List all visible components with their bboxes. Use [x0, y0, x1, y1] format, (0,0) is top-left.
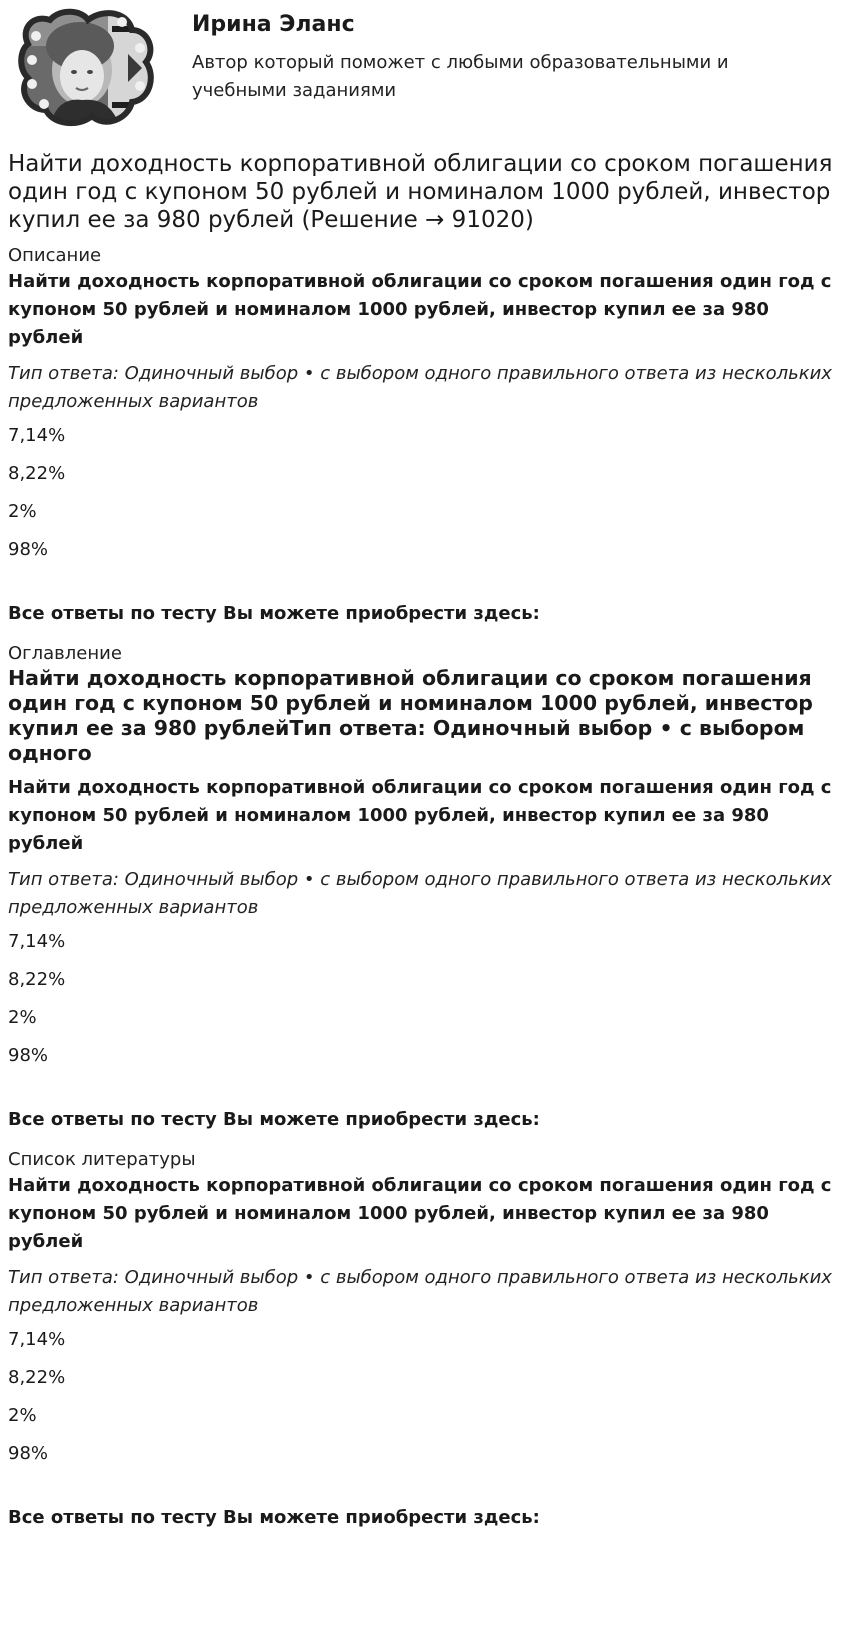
answer-option: 7,14% — [8, 1329, 66, 1350]
section-label-literature: Список литературы — [8, 1149, 196, 1170]
toc-section — [8, 642, 839, 1132]
answer-option: 2% — [8, 1007, 37, 1028]
toc-heading: Найти доходность корпоративной облигации со сроком погашения один год с купоном 50 рублей и номиналом 1000 рублей, инвестор купил ее за 980 рублейТип ответа: Одиночный выбор • с выбором одного — [8, 666, 813, 765]
question-text: Найти доходность корпоративной облигации со сроком погашения один год с купоном 50 рублей и номиналом 1000 рублей, инвестор купил ее за 980 рублей — [8, 777, 832, 854]
author-description: Автор который поможет с любыми образовательными и учебными заданиями — [192, 52, 729, 101]
purchase-cta: Все ответы по тесту Вы можете приобрести здесь: — [8, 603, 540, 624]
description-section — [8, 244, 839, 626]
purchase-cta: Все ответы по тесту Вы можете приобрести здесь: — [8, 1109, 540, 1130]
answer-option: 7,14% — [8, 425, 66, 446]
answer-type: Тип ответа: Одиночный выбор • с выбором одного правильного ответа из нескольких предложенных вариантов — [8, 363, 832, 412]
answer-option: 2% — [8, 501, 37, 522]
answer-option: 98% — [8, 1045, 49, 1066]
author-avatar[interactable] — [16, 6, 158, 128]
answer-type: Тип ответа: Одиночный выбор • с выбором одного правильного ответа из нескольких предложенных вариантов — [8, 1267, 832, 1316]
section-label-description: Описание — [8, 245, 102, 266]
answer-type: Тип ответа: Одиночный выбор • с выбором одного правильного ответа из нескольких предложенных вариантов — [8, 869, 832, 918]
answer-option: 8,22% — [8, 463, 66, 484]
answer-option: 8,22% — [8, 1367, 66, 1388]
question-text: Найти доходность корпоративной облигации со сроком погашения один год с купоном 50 рублей и номиналом 1000 рублей, инвестор купил ее за 980 рублей — [8, 1175, 832, 1252]
author-card — [8, 0, 839, 140]
section-label-toc: Оглавление — [8, 643, 122, 664]
answer-option: 98% — [8, 1443, 49, 1464]
answer-option: 2% — [8, 1405, 37, 1426]
author-name[interactable]: Ирина Эланс — [192, 12, 355, 37]
answer-option: 7,14% — [8, 931, 66, 952]
purchase-cta: Все ответы по тесту Вы можете приобрести здесь: — [8, 1507, 540, 1528]
page-title: Найти доходность корпоративной облигации со сроком погашения один год с купоном 50 рублей и номиналом 1000 рублей, инвестор купил ее за 980 рублей (Решение → 91020) — [8, 151, 833, 233]
question-text: Найти доходность корпоративной облигации со сроком погашения один год с купоном 50 рублей и номиналом 1000 рублей, инвестор купил ее за 980 рублей — [8, 271, 832, 348]
literature-section — [8, 1148, 839, 1530]
answer-option: 98% — [8, 539, 49, 560]
answer-option: 8,22% — [8, 969, 66, 990]
